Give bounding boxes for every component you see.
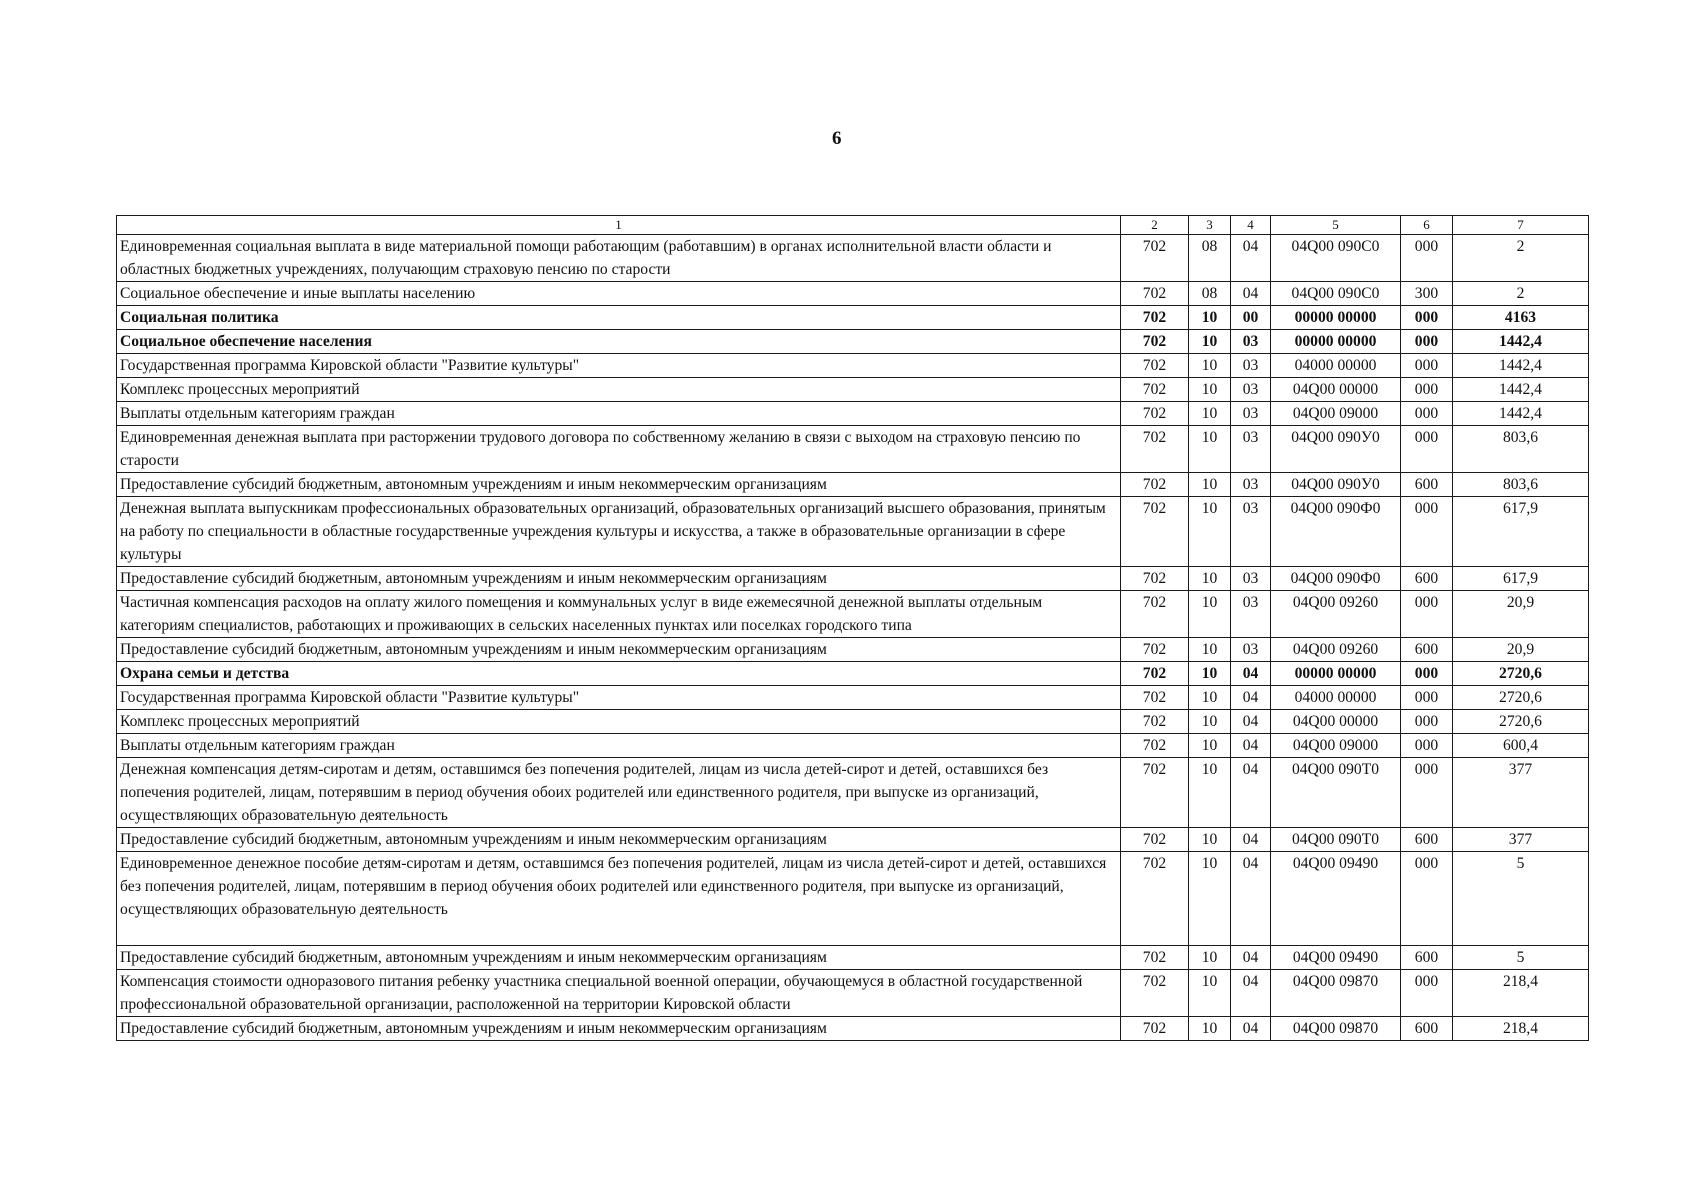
row-amount: 218,4 bbox=[1453, 1017, 1589, 1041]
row-amount: 5 bbox=[1453, 946, 1589, 970]
row-code-4: 03 bbox=[1231, 426, 1271, 473]
row-code-5: 04000 00000 bbox=[1271, 354, 1401, 378]
row-code-2: 702 bbox=[1121, 686, 1189, 710]
row-code-2: 702 bbox=[1121, 638, 1189, 662]
row-name: Комплекс процессных мероприятий bbox=[117, 710, 1121, 734]
table-row bbox=[117, 330, 1589, 354]
table-row bbox=[117, 758, 1589, 828]
row-code-2: 702 bbox=[1121, 426, 1189, 473]
row-name: Предоставление субсидий бюджетным, автономным учреждениям и иным некоммерческим организациям bbox=[117, 567, 1121, 591]
row-code-4: 03 bbox=[1231, 354, 1271, 378]
table-row bbox=[117, 710, 1589, 734]
row-code-6: 600 bbox=[1401, 638, 1453, 662]
row-code-2: 702 bbox=[1121, 473, 1189, 497]
row-code-4: 04 bbox=[1231, 970, 1271, 1017]
row-code-2: 702 bbox=[1121, 497, 1189, 567]
row-code-3: 10 bbox=[1189, 828, 1231, 852]
table-row bbox=[117, 828, 1589, 852]
row-code-2: 702 bbox=[1121, 235, 1189, 282]
row-code-2: 702 bbox=[1121, 1017, 1189, 1041]
row-name: Частичная компенсация расходов на оплату жилого помещения и коммунальных услуг в виде ежемесячной денежной выплаты отдельным категориям специалистов, работающих и проживающих в сельских населенных пунктах или поселках городского типа bbox=[117, 591, 1121, 638]
table-row bbox=[117, 306, 1589, 330]
row-code-5: 04Q00 09870 bbox=[1271, 970, 1401, 1017]
row-amount: 1442,4 bbox=[1453, 354, 1589, 378]
row-name: Государственная программа Кировской области "Развитие культуры" bbox=[117, 354, 1121, 378]
row-amount: 2 bbox=[1453, 282, 1589, 306]
row-code-4: 04 bbox=[1231, 235, 1271, 282]
row-code-3: 10 bbox=[1189, 591, 1231, 638]
table-row bbox=[117, 1017, 1589, 1041]
row-amount: 5 bbox=[1453, 852, 1589, 946]
table-row bbox=[117, 497, 1589, 567]
row-amount: 803,6 bbox=[1453, 426, 1589, 473]
row-code-6: 000 bbox=[1401, 426, 1453, 473]
row-code-6: 000 bbox=[1401, 235, 1453, 282]
row-code-6: 000 bbox=[1401, 306, 1453, 330]
row-code-2: 702 bbox=[1121, 758, 1189, 828]
row-name: Единовременное денежное пособие детям-сиротам и детям, оставшимся без попечения родителей, лицам из числа детей-сирот и детей, оставшихся без попечения родителей, лицам, потерявшим в период обучения обоих родителей или единственного родителя, при выпуске из организаций, осуществляющих образовательную деятельность bbox=[117, 852, 1121, 946]
table-body bbox=[117, 235, 1589, 1041]
row-name: Предоставление субсидий бюджетным, автономным учреждениям и иным некоммерческим организациям bbox=[117, 1017, 1121, 1041]
row-code-4: 03 bbox=[1231, 378, 1271, 402]
row-code-2: 702 bbox=[1121, 591, 1189, 638]
row-code-3: 08 bbox=[1189, 235, 1231, 282]
row-code-6: 000 bbox=[1401, 662, 1453, 686]
row-code-2: 702 bbox=[1121, 734, 1189, 758]
row-code-4: 03 bbox=[1231, 638, 1271, 662]
row-code-4: 03 bbox=[1231, 497, 1271, 567]
row-amount: 218,4 bbox=[1453, 970, 1589, 1017]
row-code-6: 600 bbox=[1401, 567, 1453, 591]
row-code-5: 00000 00000 bbox=[1271, 662, 1401, 686]
row-amount: 377 bbox=[1453, 758, 1589, 828]
row-code-5: 04Q00 09000 bbox=[1271, 402, 1401, 426]
table-row bbox=[117, 686, 1589, 710]
row-amount: 617,9 bbox=[1453, 497, 1589, 567]
row-code-4: 04 bbox=[1231, 662, 1271, 686]
row-code-6: 600 bbox=[1401, 473, 1453, 497]
row-code-3: 10 bbox=[1189, 970, 1231, 1017]
row-name: Социальное обеспечение и иные выплаты населению bbox=[117, 282, 1121, 306]
row-code-3: 10 bbox=[1189, 852, 1231, 946]
table-row bbox=[117, 852, 1589, 946]
row-code-4: 04 bbox=[1231, 758, 1271, 828]
row-code-6: 000 bbox=[1401, 378, 1453, 402]
row-amount: 20,9 bbox=[1453, 638, 1589, 662]
row-code-4: 04 bbox=[1231, 734, 1271, 758]
row-name: Предоставление субсидий бюджетным, автономным учреждениям и иным некоммерческим организациям bbox=[117, 473, 1121, 497]
table-row bbox=[117, 426, 1589, 473]
row-amount: 4163 bbox=[1453, 306, 1589, 330]
row-code-3: 10 bbox=[1189, 946, 1231, 970]
header-col-3: 3 bbox=[1189, 216, 1231, 235]
row-code-6: 600 bbox=[1401, 946, 1453, 970]
row-amount: 20,9 bbox=[1453, 591, 1589, 638]
row-code-2: 702 bbox=[1121, 710, 1189, 734]
header-col-5: 5 bbox=[1271, 216, 1401, 235]
row-code-4: 03 bbox=[1231, 330, 1271, 354]
table-row bbox=[117, 567, 1589, 591]
row-name: Государственная программа Кировской области "Развитие культуры" bbox=[117, 686, 1121, 710]
row-code-5: 04Q00 00000 bbox=[1271, 378, 1401, 402]
row-amount: 1442,4 bbox=[1453, 330, 1589, 354]
row-code-6: 600 bbox=[1401, 828, 1453, 852]
row-code-4: 04 bbox=[1231, 710, 1271, 734]
row-code-5: 04Q00 09490 bbox=[1271, 852, 1401, 946]
row-code-5: 04Q00 090Ф0 bbox=[1271, 567, 1401, 591]
row-code-5: 04Q00 090C0 bbox=[1271, 282, 1401, 306]
row-code-5: 04Q00 090У0 bbox=[1271, 426, 1401, 473]
row-code-3: 10 bbox=[1189, 402, 1231, 426]
row-code-6: 000 bbox=[1401, 970, 1453, 1017]
row-code-5: 04Q00 09490 bbox=[1271, 946, 1401, 970]
row-code-3: 10 bbox=[1189, 686, 1231, 710]
header-col-7: 7 bbox=[1453, 216, 1589, 235]
row-name: Предоставление субсидий бюджетным, автономным учреждениям и иным некоммерческим организациям bbox=[117, 638, 1121, 662]
header-row bbox=[117, 216, 1589, 235]
row-code-2: 702 bbox=[1121, 306, 1189, 330]
table-row bbox=[117, 946, 1589, 970]
row-code-4: 00 bbox=[1231, 306, 1271, 330]
row-amount: 1442,4 bbox=[1453, 378, 1589, 402]
row-code-4: 03 bbox=[1231, 402, 1271, 426]
row-name: Комплекс процессных мероприятий bbox=[117, 378, 1121, 402]
row-code-3: 10 bbox=[1189, 497, 1231, 567]
row-name: Социальное обеспечение населения bbox=[117, 330, 1121, 354]
table-row bbox=[117, 473, 1589, 497]
row-code-6: 600 bbox=[1401, 1017, 1453, 1041]
row-amount: 2720,6 bbox=[1453, 710, 1589, 734]
row-name: Предоставление субсидий бюджетным, автономным учреждениям и иным некоммерческим организациям bbox=[117, 946, 1121, 970]
row-name: Предоставление субсидий бюджетным, автономным учреждениям и иным некоммерческим организациям bbox=[117, 828, 1121, 852]
row-amount: 2 bbox=[1453, 235, 1589, 282]
row-name: Охрана семьи и детства bbox=[117, 662, 1121, 686]
row-code-4: 04 bbox=[1231, 828, 1271, 852]
row-code-2: 702 bbox=[1121, 852, 1189, 946]
row-code-6: 000 bbox=[1401, 710, 1453, 734]
table-row bbox=[117, 591, 1589, 638]
row-code-5: 04Q00 090У0 bbox=[1271, 473, 1401, 497]
row-code-6: 000 bbox=[1401, 497, 1453, 567]
row-code-6: 000 bbox=[1401, 758, 1453, 828]
row-amount: 2720,6 bbox=[1453, 686, 1589, 710]
row-code-2: 702 bbox=[1121, 662, 1189, 686]
row-amount: 377 bbox=[1453, 828, 1589, 852]
row-code-5: 04Q00 09000 bbox=[1271, 734, 1401, 758]
header-col-4: 4 bbox=[1231, 216, 1271, 235]
row-code-3: 10 bbox=[1189, 426, 1231, 473]
row-code-2: 702 bbox=[1121, 946, 1189, 970]
row-code-3: 10 bbox=[1189, 734, 1231, 758]
row-code-5: 04Q00 090Ф0 bbox=[1271, 497, 1401, 567]
row-code-3: 10 bbox=[1189, 567, 1231, 591]
row-name: Социальная политика bbox=[117, 306, 1121, 330]
row-code-5: 04Q00 090C0 bbox=[1271, 235, 1401, 282]
row-code-4: 04 bbox=[1231, 686, 1271, 710]
row-code-4: 03 bbox=[1231, 473, 1271, 497]
table-row bbox=[117, 235, 1589, 282]
row-amount: 600,4 bbox=[1453, 734, 1589, 758]
row-code-3: 10 bbox=[1189, 638, 1231, 662]
row-code-2: 702 bbox=[1121, 402, 1189, 426]
row-name: Выплаты отдельным категориям граждан bbox=[117, 402, 1121, 426]
budget-table bbox=[116, 215, 1589, 1041]
row-code-3: 10 bbox=[1189, 306, 1231, 330]
header-col-2: 2 bbox=[1121, 216, 1189, 235]
row-code-4: 03 bbox=[1231, 591, 1271, 638]
row-code-3: 10 bbox=[1189, 1017, 1231, 1041]
row-code-2: 702 bbox=[1121, 567, 1189, 591]
row-name: Компенсация стоимости одноразового питания ребенку участника специальной военной операции, обучающемуся в областной государственной профессиональной образовательной организации, расположенной на территории Кировской области bbox=[117, 970, 1121, 1017]
table-row bbox=[117, 402, 1589, 426]
row-code-2: 702 bbox=[1121, 282, 1189, 306]
row-code-4: 04 bbox=[1231, 946, 1271, 970]
row-amount: 803,6 bbox=[1453, 473, 1589, 497]
row-code-3: 08 bbox=[1189, 282, 1231, 306]
header-col-6: 6 bbox=[1401, 216, 1453, 235]
row-code-5: 04000 00000 bbox=[1271, 686, 1401, 710]
row-code-5: 00000 00000 bbox=[1271, 330, 1401, 354]
table-row bbox=[117, 282, 1589, 306]
row-code-6: 300 bbox=[1401, 282, 1453, 306]
row-code-3: 10 bbox=[1189, 354, 1231, 378]
row-amount: 617,9 bbox=[1453, 567, 1589, 591]
table-row bbox=[117, 734, 1589, 758]
row-code-6: 000 bbox=[1401, 852, 1453, 946]
table-row bbox=[117, 378, 1589, 402]
table-row bbox=[117, 354, 1589, 378]
row-code-3: 10 bbox=[1189, 473, 1231, 497]
row-code-4: 04 bbox=[1231, 282, 1271, 306]
row-code-4: 04 bbox=[1231, 852, 1271, 946]
row-code-3: 10 bbox=[1189, 758, 1231, 828]
row-code-5: 00000 00000 bbox=[1271, 306, 1401, 330]
row-code-6: 000 bbox=[1401, 686, 1453, 710]
row-code-3: 10 bbox=[1189, 662, 1231, 686]
row-code-6: 000 bbox=[1401, 734, 1453, 758]
row-code-6: 000 bbox=[1401, 591, 1453, 638]
row-amount: 2720,6 bbox=[1453, 662, 1589, 686]
header-col-1: 1 bbox=[117, 216, 1121, 235]
row-code-5: 04Q00 090T0 bbox=[1271, 758, 1401, 828]
row-code-2: 702 bbox=[1121, 330, 1189, 354]
page-number: 6 bbox=[832, 128, 842, 149]
row-name: Выплаты отдельным категориям граждан bbox=[117, 734, 1121, 758]
row-name: Единовременная социальная выплата в виде материальной помощи работающим (работавшим) в органах исполнительной власти области и областных бюджетных учреждениях, получающим страховую пенсию по старости bbox=[117, 235, 1121, 282]
row-code-2: 702 bbox=[1121, 828, 1189, 852]
row-code-6: 000 bbox=[1401, 354, 1453, 378]
row-code-4: 04 bbox=[1231, 1017, 1271, 1041]
table-row bbox=[117, 662, 1589, 686]
row-code-6: 000 bbox=[1401, 402, 1453, 426]
row-code-5: 04Q00 00000 bbox=[1271, 710, 1401, 734]
row-code-5: 04Q00 09260 bbox=[1271, 638, 1401, 662]
row-code-5: 04Q00 090T0 bbox=[1271, 828, 1401, 852]
table-row bbox=[117, 970, 1589, 1017]
row-code-5: 04Q00 09260 bbox=[1271, 591, 1401, 638]
row-name: Денежная выплата выпускникам профессиональных образовательных организаций, образовательных организаций высшего образования, принятым на работу по специальности в областные государственные учреждения культуры и искусства, а также в образовательные организации в сфере культуры bbox=[117, 497, 1121, 567]
row-name: Денежная компенсация детям-сиротам и детям, оставшимся без попечения родителей, лицам из числа детей-сирот и детей, оставшихся без попечения родителей, лицам, потерявшим в период обучения обоих родителей или единственного родителя, при выпуске из организаций, осуществляющих образовательную деятельность bbox=[117, 758, 1121, 828]
row-code-3: 10 bbox=[1189, 710, 1231, 734]
row-code-5: 04Q00 09870 bbox=[1271, 1017, 1401, 1041]
row-name: Единовременная денежная выплата при расторжении трудового договора по собственному желанию в связи с выходом на страховую пенсию по старости bbox=[117, 426, 1121, 473]
row-code-2: 702 bbox=[1121, 970, 1189, 1017]
row-amount: 1442,4 bbox=[1453, 402, 1589, 426]
row-code-2: 702 bbox=[1121, 378, 1189, 402]
row-code-4: 03 bbox=[1231, 567, 1271, 591]
row-code-3: 10 bbox=[1189, 378, 1231, 402]
row-code-6: 000 bbox=[1401, 330, 1453, 354]
table-row bbox=[117, 638, 1589, 662]
row-code-2: 702 bbox=[1121, 354, 1189, 378]
row-code-3: 10 bbox=[1189, 330, 1231, 354]
